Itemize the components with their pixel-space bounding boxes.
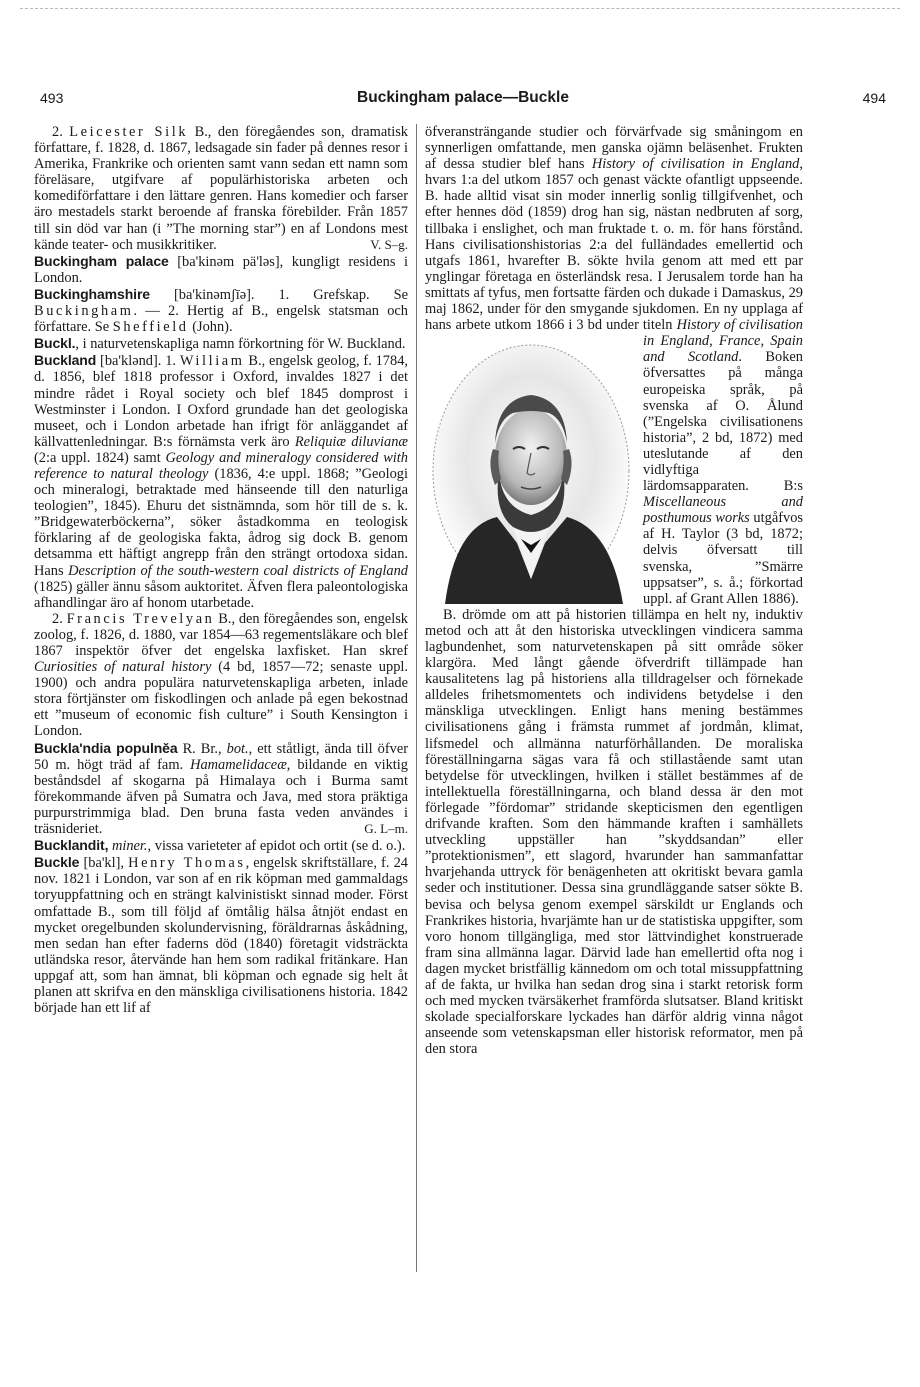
right-column: [425, 124, 803, 1057]
entry-buckl: Buckl., i naturvetenskapliga namn förkortning för W. Buckland.: [34, 335, 406, 353]
headword: Bucklandit,: [34, 837, 109, 854]
entry-buckle-continued: öfveransträngande studier och förvärfvade sig småningom en synnerligen omfattande, men ganska ojämn beläsenhet. Frukten af dessa studier blef hans History of civilisation in England, hvars 1:a del utkom 1857 och genast väckte ofantligt uppseende. B. hade alltid visat sin moder innerlig sonlig tillgifvenhet, och efter hennes död (1859) drog han sig, nästan nedbruten af sorg, tillbaka i enslighet, och man fruktade t. o. m. för hans förstånd. Hans civilisationshistorias 2:a del fulländades emellertid och utgafs 1861, hvarefter B. sökte hvila genom att med ett par ynglingar företaga en österländsk resa. I Jerusalem torde han ha smittats af tyfus, men fortsatte färden och dukade i Damaskus, 29 maj 1862, under för den smygande sjukdomen. En ny upplaga af hans arbete utkom 1866 i 3 bd under titeln History of civilisation in England, France, Spain and Scotland. Boken öfversattes på många europeiska språk, på svenska af O. Ålund (”Engelska civilisationens historia”, 2 bd, 1872) med uteslutande af den vidlyftiga lärdomsapparaten. B:s Miscellaneous and posthumous works utgåfvos af H. Taylor (3 bd, 1872; delvis öfversatt till svenska, ”Smärre uppsatser”, s. å.; förkortad uppl. af Grant Allen 1886).: [425, 124, 803, 607]
page-number-left: 493: [40, 90, 64, 106]
headword: Buckl.: [34, 335, 76, 352]
person-name: William: [179, 353, 245, 370]
entry-francis-trevelyan-buckland: 2. Francis Trevelyan B., den föregåendes son, engelsk zoolog, f. 1826, d. 1880, var 1854—63 regementsläkare och blef 1867 inspektör öfver det engelska laxfisket. Han skref Curiosities of natural history (4 bd, 1857—72; senaste uppl. 1900) och andra populära naturvetenskapliga arbeten, inlade stora förtjänster om fiskodlingen och anlade på egen bekostnad ett ”museum of economic fish culture” i South Kensington i London.: [34, 610, 408, 740]
buckle-method-paragraph: B. drömde om att på historien tillämpa en helt ny, induktiv metod och att åt den historiska utvecklingen vindicera samma lagbundenhet, som naturvetenskapen på sitt område söker klargöra. Med långt gående öfverdrift tillämpade han kausalitetens lag på historiens alla tilldragelser och förnekade alldeles frihetsmomentets och individens betydelse i den mänskliga utvecklingen. Enligt hans mening bestämmes civilisationens gång i främsta rummet af jordmån, klimat, lifsmedel och allmänna naturförhållanden. De moraliska föreställningarna sägas vara få och stillastående samt utan betydelse för utvecklingen, hvilken i stället bestämmes af de intellektuella föreställningarna, och bland dessa är den mot förlegade ”fördomar” stridande skepticismen den egentligen drifvande kraften. Som den hämmande kraften i samhällets utveckling uppställer han ”skyddsandan” eller ”protektionismen”, ett slagord, hvarunder han sammanfattar hvarjehanda uttryck för benägenheten att okritiskt bevara gamla seder och institutioner. Dessa sina grundläggande satser sökte B. bevisa och belysa genom exempel särskildt ur Englands och Frankrikes historia, hvarjämte han ur de statistiska uppgifter, som voro honom tillgängliga, med stor lättvindighet konstruerade fram sina allmänna lagar. Därvid lade han emellertid ofta nog i dagen mycket bristfällig kännedom om och total missuppfattning af de fakta, ur hvilka han sedan drog sina i starkt retorisk form och med mycken tvärsäkerhet framförda slutsatser. Bland kritiskt skolade specialforskare lyckades han därför aldrig vinna något anseende som vetenskapsman eller historisk reformator, men på den stora: [425, 606, 803, 1058]
entry-buckingham-palace: Buckingham palace [ba'kinəm pä'ləs], kungligt residens i London.: [34, 252, 408, 286]
headword: Buckla'ndia populnĕa: [34, 739, 178, 756]
page-number-right: 494: [862, 90, 886, 106]
headword: Buckle: [34, 854, 80, 871]
cross-reference: Buckingham: [34, 303, 134, 320]
running-title: Buckingham palace—Buckle: [357, 89, 569, 106]
person-name: Francis Trevelyan: [66, 610, 215, 627]
entry-buckinghamshire: Buckinghamshire [ba'kinəmʃīə]. 1. Grefskap. Se Buckingham. — 2. Hertig af B., engelsk statsman och författare. Se Sheffield (John).: [34, 285, 408, 336]
cross-reference: Sheffield: [112, 319, 189, 336]
left-column: [34, 124, 408, 1016]
entry-bucklandit: Bucklandit, miner., vissa varieteter af epidot och ortit (se d. o.).: [34, 837, 406, 855]
person-name: Leicester Silk: [69, 124, 189, 140]
portrait-engraving: [421, 339, 635, 604]
headword: Buckland: [34, 352, 97, 369]
headword: Buckinghamshire: [34, 285, 150, 302]
running-header: [40, 90, 886, 110]
portrait-henry-thomas-buckle: [421, 339, 635, 604]
entry-buckle: Buckle [ba'kl], Henry Thomas, engelsk skriftställare, f. 24 nov. 1821 i London, var son af en rik köpman med gammaldags toryuppfattning och en strängt kalvinistiskt sinnad moder. Först omfattade B., som till följd af ömtålig hälsa åtnjöt endast en mycket oregelbunden skolundervisning, föräldrarnas åskådning, men sedan han efter faderns död (1840) företagit vidsträckta utländska resor, återvände han hem som radikal fritänkare. Han uppgaf att, som han ämnat, bli köpman och egnade sig helt åt planen att skrifva en den mänskliga civilisationens historia. 1842 började han ett lif af: [34, 854, 408, 1017]
person-name: Henry Thomas: [128, 855, 246, 872]
author-signature: G. L–m.: [364, 821, 408, 837]
page-top-rule: [20, 8, 900, 9]
column-divider: [416, 124, 417, 1272]
entry-buckland: Buckland [ba'klənd]. 1. William B., engelsk geolog, f. 1784, d. 1856, blef 1818 professor i Oxford, invaldes 1827 i det mindre rådet i Royal society och blef 1845 domprost i Westminster i London. I Oxford grundade han det geologiska museet, och i London arbetade han ifrigt för anläggandet af källvattenledningar. B:s förnämsta verk äro Reliquiæ diluvianæ (2:a uppl. 1824) samt Geology and mineralogy considered with reference to natural theology (1836, 4:e uppl. 1868; ”Geologi och mineralogi, betraktade med hänseende till den naturliga teologien”, 1845). Ehuru det sistnämnda, som hör till de s. k. ”Bridgewaterböckerna”, söker åstadkomma en teologisk förklaring af de geologiska fakta, ådrog sig dock B. genom detsamma ett häftigt angrepp från den strängt ortodoxa sidan. Hans Description of the south-western coal districts of England (1825) gäller ännu såsom auktoritet. Äfven flera paleontologiska afhandlingar äro af honom utarbetade.: [34, 352, 409, 611]
author-signature: V. S–g.: [370, 236, 408, 252]
entry-bucklandia-populnea: Buckla'ndia populnĕa R. Br., bot., ett ståtligt, ända till öfver 50 m. högt träd af fam. Hamamelidaceæ, bildande en viktig beståndsdel af skogarna på Himalaya och i Burma samt förekommande äfven på Sumatra och Java, med stora präktiga purpurstrimmiga blad. Den bruna fasta veden användes i träsnideriet. G. L–m.: [34, 739, 409, 838]
entry-leicester-silk-buckingham: 2. Leicester Silk B., den föregåendes son, dramatisk författare, f. 1828, d. 1867, ledsagade sin fader på dennes resor i Amerika, Frankrike och orienten samt vann sedan ett namn som föreläsare, utgifvare af populärhistoriska arbeten och komediförfattare i den lättare genren. Hans komedier och farser äro mestadels starkt beroende af franska förebilder. Från 1857 till sin död var han (i ”The morning star”) en af Londons mest kände teater- och musikkritiker. V. S–g.: [34, 124, 409, 253]
headword: Buckingham palace: [34, 252, 169, 269]
